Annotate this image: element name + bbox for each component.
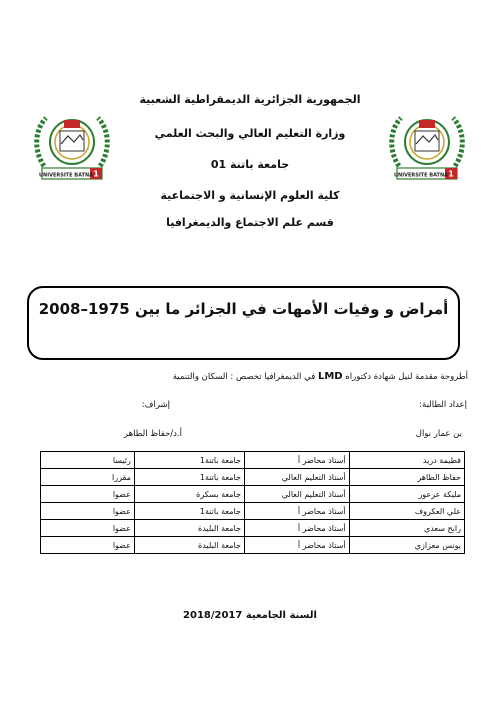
thesis-title: أمراض و وفيات الأمهات في الجزائر ما بين 1975–2008 <box>38 300 449 318</box>
thesis-subtitle <box>40 371 468 382</box>
title-box <box>27 286 460 360</box>
department-heading: قسم علم الاجتماع والديمغرافيا <box>166 216 334 229</box>
jury-member-rank: أستاذ التعليم العالي <box>244 469 349 486</box>
jury-member-university: جامعة باتنة1 <box>134 503 244 520</box>
subtitle-lmd: LMD <box>317 371 343 382</box>
jury-member-role: عضوا <box>41 520 135 537</box>
subtitle-after: في الديمغرافيا تخصص : السكان والتنمية <box>172 372 318 382</box>
table-row <box>41 537 465 554</box>
jury-member-name: رابح سعدي <box>349 520 464 537</box>
jury-member-role: عضوا <box>41 486 135 503</box>
subtitle-before: أطروحة مقدمة لنيل شهادة دكتوراه <box>342 372 468 382</box>
table-row <box>41 452 465 469</box>
seal-number-left: 1 <box>93 169 99 179</box>
jury-member-university: جامعة البليدة <box>134 520 244 537</box>
republic-heading: الجمهورية الجزائرية الديمقراطية الشعبية <box>139 93 361 106</box>
jury-member-rank: أستاذ التعليم العالي <box>244 486 349 503</box>
jury-member-role: عضوا <box>41 503 135 520</box>
table-row <box>41 469 465 486</box>
seal-text-right: UNIVERSITE BATNA <box>393 172 449 179</box>
jury-member-university: جامعة البليدة <box>134 537 244 554</box>
seal-number-right: 1 <box>448 169 454 179</box>
supervision-label: إشراف: <box>141 400 170 410</box>
university-seal-left <box>30 104 114 188</box>
seal-text-left: UNIVERSITE BATNA <box>38 172 94 179</box>
jury-member-name: حفاظ الطاهر <box>349 469 464 486</box>
faculty-heading: كلية العلوم الإنسانية و الاجتماعية <box>160 189 340 202</box>
student-name: بن عمار نوال <box>415 429 462 439</box>
jury-member-rank: أستاذ محاضر أ <box>244 503 349 520</box>
table-row <box>41 503 465 520</box>
jury-member-name: يونس معزازي <box>349 537 464 554</box>
jury-member-rank: أستاذ محاضر أ <box>244 520 349 537</box>
jury-table <box>40 451 465 554</box>
jury-member-name: علي العكروف <box>349 503 464 520</box>
table-row <box>41 486 465 503</box>
jury-member-role: مقررا <box>41 469 135 486</box>
jury-member-role: رئيسا <box>41 452 135 469</box>
prepared-by-label: إعداد الطالبة: <box>419 400 467 410</box>
jury-member-university: جامعة باتنة1 <box>134 452 244 469</box>
jury-member-university: جامعة بسكرة <box>134 486 244 503</box>
table-row <box>41 520 465 537</box>
jury-member-rank: أستاذ محاضر أ <box>244 537 349 554</box>
university-heading: جامعة باتنة 01 <box>210 158 290 171</box>
jury-member-role: عضوا <box>41 537 135 554</box>
university-seal-right <box>385 104 469 188</box>
jury-member-name: مليكة عرعور <box>349 486 464 503</box>
jury-member-rank: أستاذ محاضر أ <box>244 452 349 469</box>
ministry-heading: وزارة التعليم العالي والبحث العلمي <box>154 127 346 140</box>
academic-year: السنة الجامعية 2018/2017 <box>183 610 317 621</box>
supervisor-name: أ.د/حفاظ الطاهر <box>123 429 182 439</box>
jury-member-university: جامعة باتنة1 <box>134 469 244 486</box>
jury-member-name: فطيمة دريد <box>349 452 464 469</box>
